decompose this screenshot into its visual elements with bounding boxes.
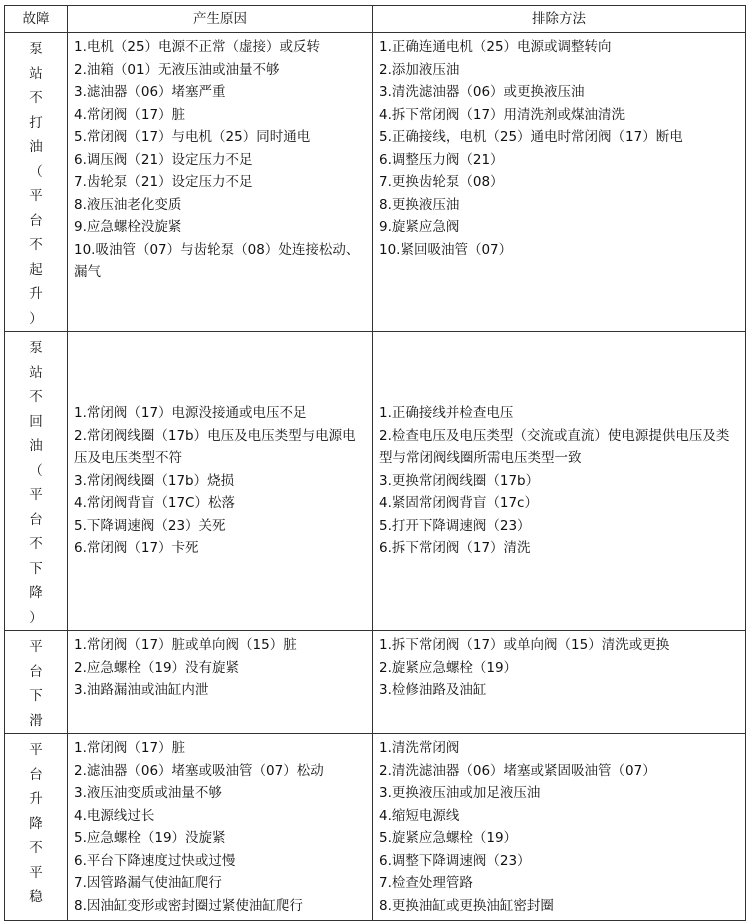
- fault-char: 站: [29, 65, 43, 82]
- fault-cell: [5, 631, 68, 734]
- fault-char: 稳: [29, 889, 43, 905]
- list-item: 4.拆下常闭阀（17）用清洗剂或煤油清洗: [379, 106, 626, 123]
- fault-char: 滑: [29, 712, 43, 729]
- list-item: 4.紧固常闭阀背盲（17c）: [379, 495, 538, 512]
- list-item: 1.常闭阀（17）脏: [74, 740, 186, 756]
- list-item: 1.常闭阀（17）脏或单向阀（15）脏: [74, 637, 297, 653]
- list-item: 2.检查电压及电压类型（交流或直流）使电源提供电压及类型与常闭阀线圈所需电压类型一致: [379, 427, 730, 467]
- fault-char: 不: [29, 840, 43, 856]
- fault-char: 平: [29, 487, 43, 503]
- list-item: 4.缩短电源线: [379, 807, 460, 824]
- cause-cell: [68, 734, 373, 921]
- list-item: 3.更换常闭阀线圈（17b）: [379, 472, 540, 489]
- fault-char: （: [29, 163, 43, 180]
- list-item: 6.调压阀（21）设定压力不足: [74, 151, 253, 168]
- list-item: 7.齿轮泵（21）设定压力不足: [74, 174, 253, 190]
- troubleshooting-table: [4, 5, 746, 921]
- list-item: 4.常闭阀（17）脏: [74, 106, 186, 123]
- fault-char: 不: [29, 237, 43, 253]
- list-item: 3.油路漏油或油缸内泄: [74, 682, 209, 698]
- list-item: 6.常闭阀（17）卡死: [74, 540, 199, 557]
- list-item: 3.清洗滤油器（06）或更换液压油: [379, 84, 585, 100]
- fault-cell: [5, 734, 68, 921]
- list-item: 6.调整压力阀（21）: [379, 151, 504, 168]
- list-item: 3.检修油路及油缸: [379, 682, 487, 698]
- table-row: [5, 631, 746, 734]
- table-row: [5, 33, 746, 332]
- list-item: 9.应急螺栓没旋紧: [74, 219, 182, 235]
- list-item: 5.旋紧应急螺栓（19）: [379, 830, 518, 846]
- list-item: 3.滤油器（06）堵塞严重: [74, 84, 226, 100]
- fault-char: ）: [29, 310, 43, 327]
- list-item: 2.油箱（01）无液压油或油量不够: [74, 61, 280, 78]
- fault-char: 不: [29, 389, 43, 405]
- cause-cell: [68, 631, 373, 734]
- list-item: 6.拆下常闭阀（17）清洗: [379, 540, 531, 557]
- fault-cell: [5, 332, 68, 631]
- fault-char: 不: [29, 536, 43, 552]
- header-solution: 排除方法: [373, 6, 746, 33]
- fault-char: 不: [29, 90, 43, 106]
- list-item: 2.添加液压油: [379, 61, 460, 78]
- fault-char: 下: [29, 560, 43, 577]
- cause-cell: [68, 332, 373, 631]
- fault-char: 回: [29, 413, 43, 430]
- list-item: 5.下降调速阀（23）关死: [74, 517, 226, 534]
- fault-char: 泵: [29, 340, 43, 356]
- list-item: 5.常闭阀（17）与电机（25）同时通电: [74, 129, 311, 145]
- table-row: [5, 734, 746, 921]
- list-item: 3.液压油变质或油量不够: [74, 785, 222, 801]
- fault-char: 下: [29, 688, 43, 704]
- list-item: 10.吸油管（07）与齿轮泵（08）处连接松动、漏气: [74, 241, 360, 280]
- list-item: 2.常闭阀线圈（17b）电压及电压类型与电源电压及电压类型不符: [74, 427, 356, 467]
- fault-char: 台: [29, 511, 43, 528]
- list-item: 3.常闭阀线圈（17b）烧损: [74, 472, 235, 489]
- cause-cell: [68, 33, 373, 332]
- list-item: 6.平台下降速度过快或过慢: [74, 852, 236, 869]
- list-item: 2.应急螺栓（19）没有旋紧: [74, 659, 240, 676]
- list-item: 7.检查处理管路: [379, 875, 473, 891]
- header-row: [5, 6, 746, 33]
- list-item: 1.正确接线并检查电压: [379, 405, 514, 422]
- fault-char: 台: [29, 663, 43, 680]
- fault-char: 泵: [29, 41, 43, 57]
- list-item: 7.更换齿轮泵（08）: [379, 174, 504, 190]
- list-item: 8.液压油老化变质: [74, 196, 182, 213]
- list-item: 2.旋紧应急螺栓（19）: [379, 659, 518, 676]
- list-item: 9.旋紧应急阀: [379, 219, 460, 235]
- list-item: 2.清洗滤油器（06）堵塞或紧固吸油管（07）: [379, 762, 656, 779]
- list-item: 1.电机（25）电源不正常（虚接）或反转: [74, 39, 321, 55]
- fault-char: 台: [29, 212, 43, 229]
- fault-char: 油: [29, 438, 43, 454]
- table-row: [5, 332, 746, 631]
- list-item: 5.打开下降调速阀（23）: [379, 517, 531, 534]
- list-item: 2.滤油器（06）堵塞或吸油管（07）松动: [74, 762, 324, 779]
- solution-cell: [373, 734, 746, 921]
- fault-char: 台: [29, 766, 43, 783]
- list-item: 8.更换液压油: [379, 196, 460, 213]
- fault-char: 油: [29, 139, 43, 155]
- list-item: 3.更换液压油或加足液压油: [379, 785, 541, 801]
- list-item: 1.清洗常闭阀: [379, 740, 460, 756]
- fault-char: 降: [29, 585, 43, 601]
- solution-cell: [373, 631, 746, 734]
- fault-char: 起: [29, 261, 43, 278]
- fault-char: 站: [29, 364, 43, 381]
- fault-char: 降: [29, 815, 43, 832]
- fault-char: （: [29, 462, 43, 479]
- list-item: 4.常闭阀背盲（17C）松落: [74, 495, 235, 512]
- list-item: 6.调整下降调速阀（23）: [379, 852, 531, 869]
- list-item: 8.更换油缸或更换油缸密封圈: [379, 897, 554, 914]
- list-item: 1.拆下常闭阀（17）或单向阀（15）清洗或更换: [379, 637, 670, 653]
- solution-cell: [373, 332, 746, 631]
- header-fault: 故障: [5, 6, 68, 33]
- fault-char: 打: [29, 114, 43, 131]
- fault-char: ）: [29, 609, 43, 626]
- solution-cell: [373, 33, 746, 332]
- fault-cell: [5, 33, 68, 332]
- list-item: 5.正确接线，电机（25）通电时常闭阀（17）断电: [379, 129, 683, 145]
- list-item: 1.常闭阀（17）电源没接通或电压不足: [74, 405, 307, 422]
- fault-char: 平: [29, 639, 43, 655]
- list-item: 10.紧回吸油管（07）: [379, 241, 513, 258]
- fault-char: 平: [29, 742, 43, 758]
- fault-char: 升: [29, 286, 43, 302]
- list-item: 1.正确连通电机（25）电源或调整转向: [379, 39, 612, 55]
- fault-char: 升: [29, 791, 43, 807]
- header-cause: 产生原因: [68, 6, 373, 33]
- list-item: 8.因油缸变形或密封圈过紧使油缸爬行: [74, 897, 303, 914]
- list-item: 4.电源线过长: [74, 807, 155, 824]
- list-item: 7.因管路漏气使油缸爬行: [74, 875, 222, 891]
- list-item: 5.应急螺栓（19）没旋紧: [74, 830, 226, 846]
- fault-char: 平: [29, 864, 43, 881]
- fault-char: 平: [29, 188, 43, 204]
